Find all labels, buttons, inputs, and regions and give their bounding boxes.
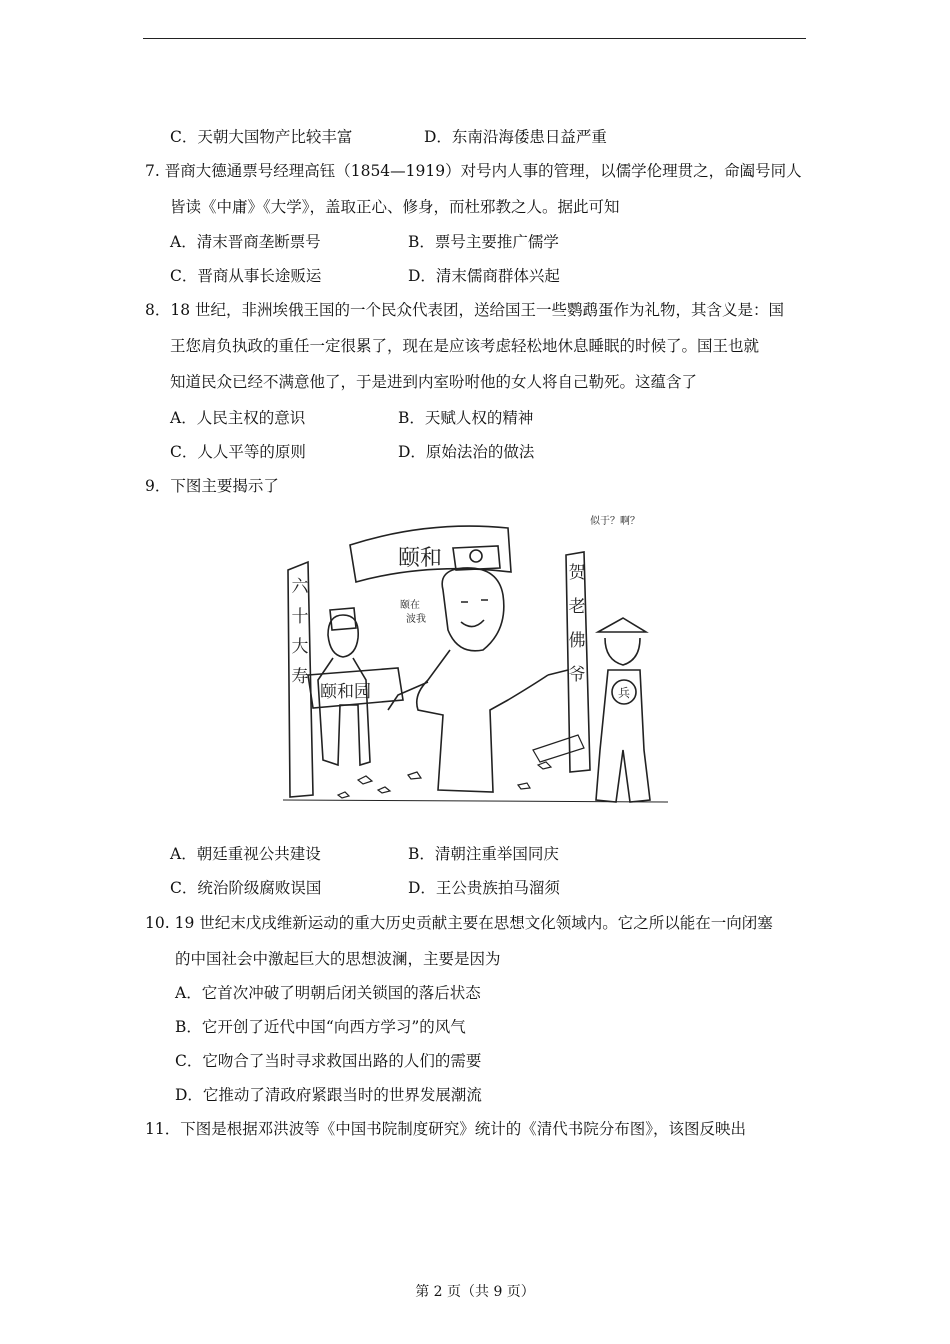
q9-option-d[interactable]: D．王公贵族拍马溜须	[408, 879, 560, 897]
q9-stem: 9．下图主要揭示了	[145, 477, 279, 495]
q8-stem-line-2: 王您肩负执政的重任一定很累了，现在是应该考虑轻松地休息睡眠的时候了。国王也就	[170, 337, 760, 355]
left-sign	[308, 668, 403, 708]
q10-option-c[interactable]: C．它吻合了当时寻求救国出路的人们的需要	[175, 1052, 482, 1070]
q10-stem-line-2: 的中国社会中激起巨大的思想波澜，主要是因为	[175, 950, 501, 968]
top-banner	[350, 526, 511, 582]
q8-option-a[interactable]: A．人民主权的意识	[170, 409, 306, 427]
right-column-char-4: 爷	[568, 665, 586, 685]
q10-option-d[interactable]: D．它推动了清政府紧跟当时的世界发展潮流	[175, 1086, 482, 1104]
right-column-char-2: 老	[568, 597, 586, 617]
q7-option-a[interactable]: A．清末晋商垄断票号	[170, 233, 321, 251]
q8-stem-line-3: 知道民众已经不满意他了，于是进到内室吩咐他的女人将自己勒死。这蕴含了	[170, 373, 698, 391]
q8-option-d[interactable]: D．原始法治的做法	[398, 443, 535, 461]
ground-debris	[338, 735, 584, 798]
corner-text: 似于？啊？	[590, 516, 640, 527]
q8-option-c[interactable]: C．人人平等的原则	[170, 443, 306, 461]
q9-option-b[interactable]: B．清朝注重举国同庆	[408, 845, 559, 863]
right-soldier-figure	[596, 618, 650, 802]
left-column-char-2: 十	[291, 607, 309, 627]
left-sign-text: 颐和园	[320, 682, 371, 702]
q9-option-c[interactable]: C．统治阶级腐败误国	[170, 879, 322, 897]
right-column-char-3: 佛	[568, 631, 586, 651]
empress-figure	[388, 546, 568, 792]
header-rule	[143, 38, 806, 39]
page-footer: 第 2 页（共 9 页）	[415, 1284, 535, 1300]
q8-stem-line-1: 8．18 世纪，非洲埃俄王国的一个民众代表团，送给国王一些鹦鹉蛋作为礼物，其含义是：国	[145, 301, 785, 319]
q6-option-c[interactable]: C．天朝大国物产比较丰富	[170, 128, 353, 146]
q7-option-d[interactable]: D．清末儒商群体兴起	[408, 267, 560, 285]
small-text-1: 颐在	[400, 600, 420, 611]
q8-option-b[interactable]: B．天赋人权的精神	[398, 409, 534, 427]
q11-stem-line-1: 11．下图是根据邓洪波等《中国书院制度研究》统计的《清代书院分布图》，该图反映出	[145, 1120, 746, 1138]
q7-option-b[interactable]: B．票号主要推广儒学	[408, 233, 559, 251]
q7-stem-line-2: 皆读《中庸》《大学》，盖取正心、修身，而杜邪教之人。据此可知	[170, 198, 620, 216]
left-column-char-1: 六	[291, 577, 309, 597]
top-banner-text: 颐和	[398, 546, 443, 571]
left-column-char-4: 寿	[291, 667, 309, 687]
q7-stem-line-1: 7. 晋商大德通票号经理高钰（1854—1919）对号内人事的管理，以儒学伦理贯之，命阖号同人	[145, 162, 802, 180]
soldier-badge: 兵	[617, 686, 631, 700]
q7-option-c[interactable]: C．晋商从事长途贩运	[170, 267, 322, 285]
q6-option-d[interactable]: D．东南沿海倭患日益严重	[424, 128, 607, 146]
q9-option-a[interactable]: A．朝廷重视公共建设	[170, 845, 321, 863]
q10-option-b[interactable]: B．它开创了近代中国“向西方学习”的风气	[175, 1018, 466, 1036]
q9-cartoon	[278, 510, 676, 810]
q10-option-a[interactable]: A．它首次冲破了明朝后闭关锁国的落后状态	[175, 984, 481, 1002]
left-column-char-3: 大	[291, 637, 309, 657]
q10-stem-line-1: 10. 19 世纪末戊戌维新运动的重大历史贡献主要在思想文化领域内。它之所以能在一向闭塞	[145, 914, 773, 932]
right-banner-column	[566, 552, 590, 772]
right-column-char-1: 贺	[568, 563, 586, 583]
small-text-2: 波我	[406, 614, 426, 625]
